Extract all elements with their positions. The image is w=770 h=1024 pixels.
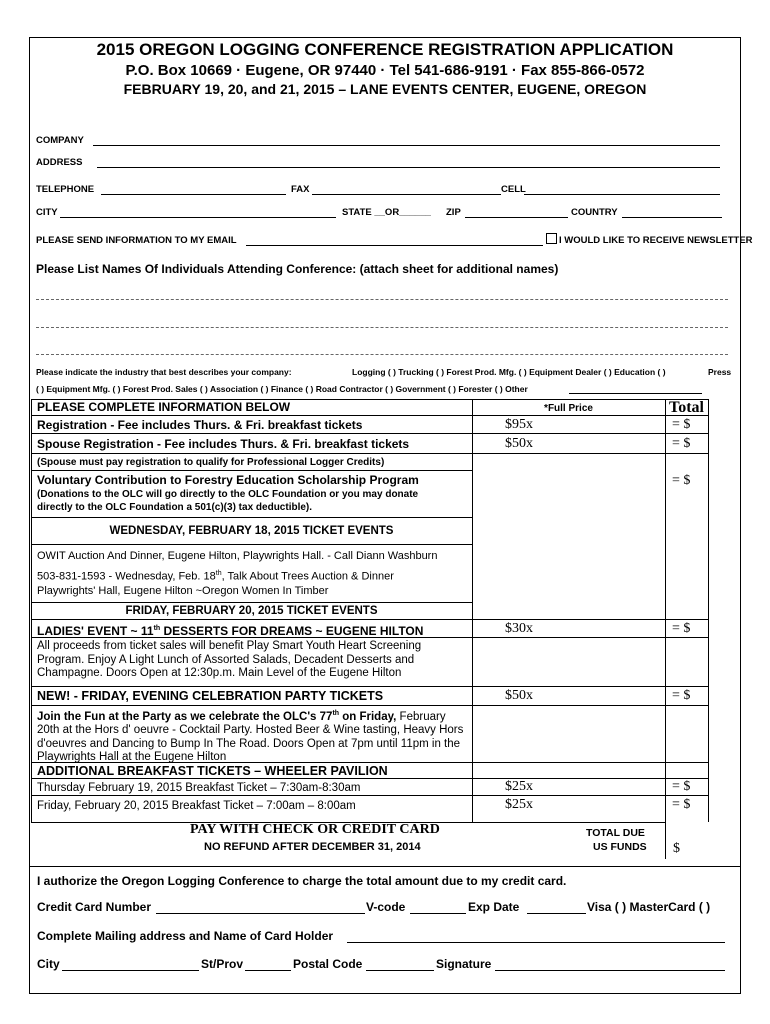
signature-label: Signature	[436, 957, 492, 971]
party-total[interactable]: = $	[672, 688, 691, 703]
industry-options-1[interactable]: Logging ( ) Trucking ( ) Forest Prod. Mfg. ( ) Equipment Dealer ( ) Education ( )	[352, 367, 666, 377]
attendee-line[interactable]	[36, 299, 728, 300]
breakfast-heading: ADDITIONAL BREAKFAST TICKETS – WHEELER PAVILION	[37, 764, 388, 778]
row-divider	[31, 544, 472, 545]
cell-label: CELL	[501, 184, 526, 195]
party-label: NEW! - FRIDAY, EVENING CELEBRATION PARTY TICKETS	[37, 689, 384, 703]
newsletter-label: I WOULD LIKE TO RECEIVE NEWSLETTER	[559, 235, 753, 246]
state-field[interactable]: STATE __OR______	[342, 207, 431, 218]
address-field[interactable]	[97, 167, 720, 168]
mailing-label: Complete Mailing address and Name of Card Holder	[37, 929, 334, 943]
email-label: PLEASE SEND INFORMATION TO MY EMAIL	[36, 235, 237, 246]
stprov-field[interactable]	[245, 970, 291, 971]
email-field[interactable]	[246, 245, 543, 246]
table-head: PLEASE COMPLETE INFORMATION BELOW	[37, 400, 291, 414]
attendees-heading: Please List Names Of Individuals Attending Conference: (attach sheet for additional names)	[36, 262, 559, 276]
owit-suffix: th	[215, 570, 222, 577]
registration-total[interactable]: = $	[672, 417, 691, 432]
authorize-statement: I authorize the Oregon Logging Conference to charge the total amount due to my credit card.	[37, 874, 567, 888]
owit-line	[37, 567, 394, 584]
full-price-header: *Full Price	[544, 403, 593, 414]
registration-price: $95x	[505, 417, 533, 432]
friday-heading: FRIDAY, FEBRUARY 20, 2015 TICKET EVENTS	[125, 605, 378, 617]
industry-prompt: Please indicate the industry that best describes your company:	[36, 367, 292, 377]
zip-field[interactable]	[465, 217, 568, 218]
card-type-options[interactable]: Visa ( ) MasterCard ( )	[587, 900, 711, 914]
cell-field[interactable]	[524, 194, 720, 195]
spouse-total[interactable]: = $	[672, 436, 691, 451]
voluntary-label: Voluntary Contribution to Forestry Education Scholarship Program	[37, 473, 419, 487]
voluntary-note: (Donations to the OLC will go directly to the OLC Foundation or you may donate	[37, 489, 419, 500]
party-description	[37, 707, 467, 765]
fri-breakfast-label: Friday, February 20, 2015 Breakfast Ticket – 7:00am – 8:00am	[37, 800, 356, 812]
wednesday-heading: WEDNESDAY, FEBRUARY 18, 2015 TICKET EVENTS	[109, 525, 394, 537]
price-column-divider	[472, 399, 473, 822]
country-label: COUNTRY	[571, 207, 618, 218]
spouse-note: (Spouse must pay registration to qualify for Professional Logger Credits)	[37, 457, 385, 468]
pay-with-label: PAY WITH CHECK OR CREDIT CARD	[190, 822, 440, 837]
form-title: 2015 OREGON LOGGING CONFERENCE REGISTRATION APPLICATION	[96, 40, 674, 59]
owit-date: 503-831-1593 - Wednesday, Feb. 18	[37, 570, 216, 583]
voluntary-total[interactable]: = $	[672, 473, 691, 488]
address-label: ADDRESS	[36, 157, 83, 168]
owit-event: , Talk About Trees Auction & Dinner	[221, 570, 394, 583]
row-divider	[31, 470, 472, 471]
vcode-label: V-code	[366, 900, 406, 914]
party-suffix: th	[332, 710, 340, 717]
vcode-field[interactable]	[410, 913, 466, 914]
org-address: P.O. Box 10669 · Eugene, OR 97440 · Tel 541-686-9191 · Fax 855-866-0572	[125, 62, 645, 79]
total-column-divider	[665, 399, 666, 822]
zip-label: ZIP	[446, 207, 461, 218]
total-due-field[interactable]: $	[673, 841, 680, 856]
section-divider	[29, 866, 741, 867]
row-divider	[31, 705, 708, 706]
company-label: COMPANY	[36, 135, 84, 146]
exp-date-field[interactable]	[527, 913, 586, 914]
total-header: Total	[669, 399, 704, 416]
telephone-field[interactable]	[101, 194, 286, 195]
party-desc-lead: Join the Fun at the Party as we celebrate the OLC's 77	[37, 710, 333, 723]
total-due-divider	[665, 822, 666, 859]
row-divider	[31, 453, 708, 454]
owit-line: OWIT Auction And Dinner, Eugene Hilton, Playwrights Hall. - Call Diann Washburn	[37, 550, 438, 562]
fri-breakfast-total[interactable]: = $	[672, 797, 691, 812]
ladies-total[interactable]: = $	[672, 621, 691, 636]
company-field[interactable]	[93, 145, 720, 146]
stprov-label: St/Prov	[201, 957, 244, 971]
card-number-field[interactable]	[156, 913, 365, 914]
fax-label: FAX	[291, 184, 310, 195]
ladies-suffix: th	[153, 625, 161, 632]
industry-other-field[interactable]	[569, 393, 702, 394]
thu-breakfast-label: Thursday February 19, 2015 Breakfast Ticket – 7:30am-8:30am	[37, 782, 361, 794]
table-border-right	[708, 399, 709, 822]
mailing-field[interactable]	[347, 942, 725, 943]
city-label: CITY	[36, 207, 58, 218]
newsletter-checkbox[interactable]	[546, 233, 557, 244]
thu-breakfast-total[interactable]: = $	[672, 779, 691, 794]
spouse-price: $50x	[505, 436, 533, 451]
cc-city-field[interactable]	[62, 970, 199, 971]
ladies-description: All proceeds from ticket sales will benefit Play Smart Youth Heart Screening Program. Enjoy A Light Lunch of Assorted Salads, Decadent Desserts and Champagne. Doors Open at 12:30p.m. Main Level of the Eugene Hilton	[37, 640, 422, 679]
telephone-label: TELEPHONE	[36, 184, 95, 195]
country-field[interactable]	[622, 217, 722, 218]
attendee-line[interactable]	[36, 354, 728, 355]
party-desc-tail: on Friday,	[339, 710, 397, 723]
row-divider	[31, 795, 708, 796]
card-number-label: Credit Card Number	[37, 900, 152, 914]
credit-card-section	[29, 866, 741, 994]
ladies-event-venue: DESSERTS FOR DREAMS ~ EUGENE HILTON	[160, 624, 424, 638]
ladies-event-label	[37, 622, 423, 638]
row-divider	[31, 433, 708, 434]
registration-table	[31, 399, 709, 822]
city-field[interactable]	[60, 217, 336, 218]
newsletter-option[interactable]	[546, 233, 753, 246]
total-due-label: TOTAL DUE	[586, 827, 645, 839]
industry-press[interactable]: Press	[708, 367, 732, 377]
signature-field[interactable]	[495, 970, 725, 971]
row-divider	[31, 619, 708, 620]
ladies-price: $30x	[505, 621, 533, 636]
no-refund-label: NO REFUND AFTER DECEMBER 31, 2014	[204, 841, 421, 853]
row-divider	[31, 778, 708, 779]
cc-city-label: City	[37, 957, 60, 971]
owit-line: Playwrights' Hall, Eugene Hilton ~Oregon Women In Timber	[37, 585, 329, 597]
attendee-line[interactable]	[36, 327, 728, 328]
industry-options-2[interactable]: ( ) Equipment Mfg. ( ) Forest Prod. Sales ( ) Association ( ) Finance ( ) Road Contractor ( ) Government ( ) Forester ( ) Other	[36, 384, 528, 394]
postal-code-label: Postal Code	[293, 957, 363, 971]
registration-label: Registration - Fee includes Thurs. & Fri. breakfast tickets	[37, 418, 363, 432]
exp-date-label: Exp Date	[468, 900, 520, 914]
ladies-event-title: LADIES' EVENT ~ 11	[37, 624, 154, 638]
party-desc-rest: February 20th at the Hors d' oeuvre - Cocktail Party. Hosted Beer & Wine tasting, Heavy Hors d'oeuvres and Dancing to Bump In The Road. Doors Open at 7pm until 11pm in the Playwrights Hall at the Eugene Hilton	[37, 710, 464, 764]
thu-breakfast-price: $25x	[505, 779, 533, 794]
row-divider	[31, 602, 472, 603]
conference-dates: FEBRUARY 19, 20, and 21, 2015 – LANE EVENTS CENTER, EUGENE, OREGON	[123, 81, 647, 97]
us-funds-label: US FUNDS	[593, 841, 647, 853]
voluntary-note: directly to the OLC Foundation a 501(c)(3) tax deductible).	[37, 502, 313, 513]
party-price: $50x	[505, 688, 533, 703]
postal-code-field[interactable]	[366, 970, 434, 971]
row-divider	[31, 686, 708, 687]
fri-breakfast-price: $25x	[505, 797, 533, 812]
row-divider	[31, 517, 472, 518]
fax-field[interactable]	[312, 194, 501, 195]
spouse-label: Spouse Registration - Fee includes Thurs. & Fri. breakfast tickets	[37, 437, 410, 451]
